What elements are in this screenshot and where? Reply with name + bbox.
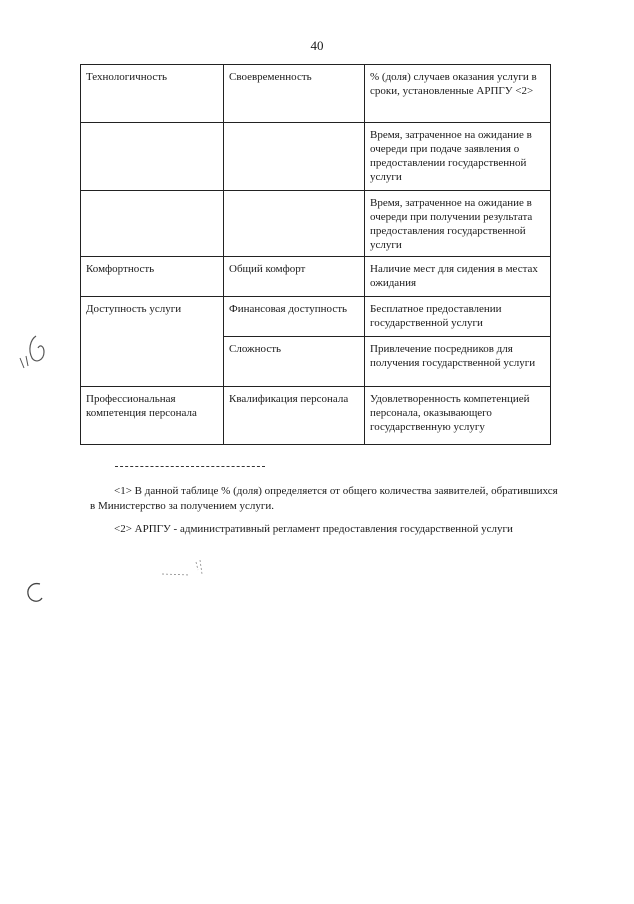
- table-cell-measure: Наличие мест для сидения в местах ожидания: [365, 257, 551, 297]
- table-row: [81, 191, 551, 257]
- table-cell-criterion: Технологичность: [81, 65, 224, 123]
- footnote-2: <2> АРПГУ - административный регламент предоставления государственной услуги: [114, 523, 513, 535]
- footnote-1: <1> В данной таблице % (доля) определяется от общего количества заявителей, обратившихся в Министерство за получением услуги.: [90, 485, 558, 512]
- footnote-separator: [115, 466, 265, 467]
- table-row: [81, 257, 551, 297]
- table-cell-criterion: [81, 123, 224, 191]
- table-cell-criterion: Профессиональная компетенция персонала: [81, 387, 224, 445]
- table-row: [81, 123, 551, 191]
- table-cell-measure: Время, затраченное на ожидание в очереди при получении результата предоставления государственной услуги: [365, 191, 551, 257]
- table-cell-indicator: Сложность: [224, 337, 365, 387]
- stray-scan-mark: [160, 558, 212, 580]
- table-cell-measure: Время, затраченное на ожидание в очереди при подаче заявления о предоставлении государственной услуги: [365, 123, 551, 191]
- punch-hole-mark: [24, 580, 46, 606]
- margin-handwriting-mark: [14, 330, 54, 376]
- table-cell-indicator: Своевременность: [224, 65, 365, 123]
- table-cell-criterion: [81, 191, 224, 257]
- table-cell-indicator: Общий комфорт: [224, 257, 365, 297]
- table-cell-measure: % (доля) случаев оказания услуги в сроки, установленные АРПГУ <2>: [365, 65, 551, 123]
- table-cell-criterion: Комфортность: [81, 257, 224, 297]
- table-cell-indicator: [224, 123, 365, 191]
- table-cell-indicator: [224, 191, 365, 257]
- table-cell-measure: Привлечение посредников для получения государственной услуги: [365, 337, 551, 387]
- table-cell-criterion: Доступность услуги: [81, 297, 224, 387]
- table-cell-indicator: Квалификация персонала: [224, 387, 365, 445]
- table-cell-measure: Удовлетворенность компетенцией персонала, оказывающего государственную услугу: [365, 387, 551, 445]
- table-cell-indicator: Финансовая доступность: [224, 297, 365, 337]
- table-row: [81, 65, 551, 123]
- table-row: [81, 297, 551, 337]
- page-number: 40: [310, 38, 324, 53]
- table-row: [81, 387, 551, 445]
- quality-indicators-table: [80, 64, 551, 445]
- table-cell-measure: Бесплатное предоставлении государственной услуги: [365, 297, 551, 337]
